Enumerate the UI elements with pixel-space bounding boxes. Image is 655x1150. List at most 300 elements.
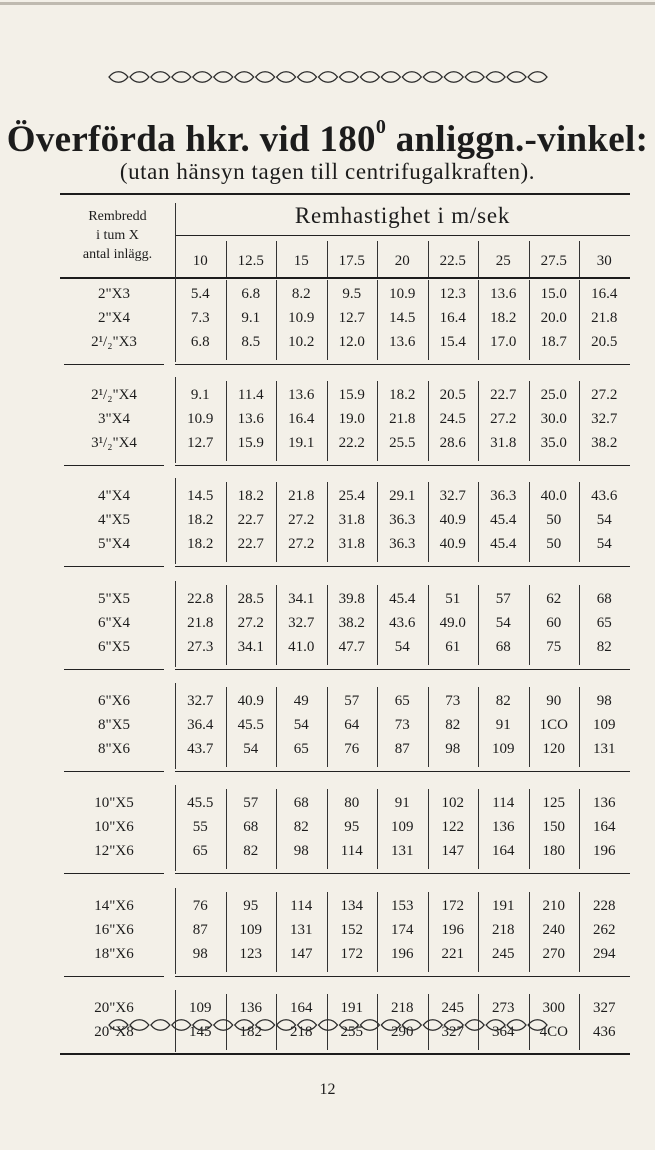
table-cell: 109 (593, 717, 616, 733)
table-cell: 136 (492, 819, 515, 835)
table-cell: 5.4 (190, 286, 210, 302)
speed-header: 25 (495, 253, 511, 269)
table-cell: 11.4 (237, 387, 264, 403)
table-cell: 21.8 (389, 411, 416, 427)
group-separator (175, 976, 630, 977)
table-cell: 131 (593, 741, 616, 757)
column-divider (529, 482, 530, 562)
table-cell: 62 (546, 591, 562, 607)
table-cell: 245 (492, 946, 515, 962)
row-label-divider (175, 581, 176, 667)
table-cell: 147 (290, 946, 313, 962)
column-divider (226, 789, 227, 869)
table-cell: 65 (394, 693, 410, 709)
column-divider (428, 482, 429, 562)
column-divider (579, 280, 580, 360)
header-left-divider (175, 203, 176, 277)
table-cell: 102 (441, 795, 464, 811)
row-label: 4"X4 (98, 488, 130, 504)
table-cell: 191 (340, 1000, 363, 1016)
table-cell: 109 (391, 819, 414, 835)
column-divider (226, 892, 227, 972)
column-divider (529, 789, 530, 869)
table-cell: 27.2 (288, 536, 315, 552)
row-label: 6"X5 (98, 639, 130, 655)
table-cell: 136 (239, 1000, 262, 1016)
row-label: 3"X4 (98, 411, 130, 427)
row-label: 8"X6 (98, 741, 130, 757)
table-cell: 73 (445, 693, 461, 709)
header-bottom-rule (60, 277, 630, 279)
table-cell: 22.7 (237, 512, 264, 528)
row-label: 8"X5 (98, 717, 130, 733)
table-cell: 123 (239, 946, 262, 962)
table-cell: 1CO (539, 717, 568, 733)
table-cell: 87 (192, 922, 208, 938)
group-separator (175, 669, 630, 670)
ornament-loop (130, 1020, 149, 1031)
table-cell: 22.7 (490, 387, 517, 403)
table-cell: 36.3 (389, 512, 416, 528)
row-label-divider (175, 888, 176, 974)
table-cell: 45.4 (490, 512, 517, 528)
column-divider (579, 585, 580, 665)
column-divider (579, 687, 580, 767)
table-cell: 327 (593, 1000, 616, 1016)
table-cell: 150 (542, 819, 565, 835)
ornament-loop (172, 72, 191, 83)
table-cell: 13.6 (389, 334, 416, 350)
ornament-loop (423, 72, 442, 83)
table-cell: 32.7 (288, 615, 315, 631)
table-cell: 98 (293, 843, 309, 859)
ornament-loop (298, 1020, 317, 1031)
table-cell: 43.6 (389, 615, 416, 631)
column-divider (478, 280, 479, 360)
table-top-rule (60, 193, 630, 195)
table-cell: 54 (243, 741, 259, 757)
ornament-loop (381, 1020, 400, 1031)
table-cell: 54 (596, 512, 612, 528)
row-label-divider (175, 377, 176, 463)
ornament-loop (528, 72, 547, 83)
table-cell: 40.9 (237, 693, 264, 709)
column-divider (276, 381, 277, 461)
table-cell: 34.1 (237, 639, 264, 655)
ornament-loop (298, 72, 317, 83)
table-cell: 40.0 (540, 488, 567, 504)
table-cell: 24.5 (439, 411, 466, 427)
table-cell: 436 (593, 1024, 616, 1040)
page-title (0, 118, 655, 161)
ornament-loop (465, 1020, 484, 1031)
column-divider (377, 892, 378, 972)
column-divider (377, 789, 378, 869)
column-divider (478, 892, 479, 972)
table-cell: 49 (293, 693, 309, 709)
ornament-loop (360, 72, 379, 83)
table-cell: 172 (441, 898, 464, 914)
table-cell: 12.3 (439, 286, 466, 302)
page-number: 12 (319, 1081, 336, 1098)
column-divider (377, 381, 378, 461)
ornament-loop (339, 72, 358, 83)
column-divider (327, 789, 328, 869)
table-cell: 21.8 (591, 310, 618, 326)
table-cell: 90 (546, 693, 562, 709)
column-divider (276, 789, 277, 869)
table-cell: 91 (495, 717, 511, 733)
table-cell: 13.6 (237, 411, 264, 427)
table-cell: 240 (542, 922, 565, 938)
ornament-loop (402, 72, 421, 83)
group-separator (175, 566, 630, 567)
table-cell: 10.9 (389, 286, 416, 302)
table-cell: 245 (441, 1000, 464, 1016)
column-divider (428, 687, 429, 767)
table-cell: 7.3 (190, 310, 210, 326)
ornament-loop (465, 72, 484, 83)
table-cell: 15.9 (237, 435, 264, 451)
column-divider (276, 585, 277, 665)
table-cell: 6.8 (190, 334, 210, 350)
column-divider (327, 381, 328, 461)
table-cell: 114 (290, 898, 313, 914)
table-cell: 19.0 (338, 411, 365, 427)
table-cell: 152 (340, 922, 363, 938)
table-cell: 134 (340, 898, 363, 914)
group-separator (175, 364, 630, 365)
ornament-loop (130, 72, 149, 83)
table-cell: 8.5 (241, 334, 261, 350)
column-divider (327, 892, 328, 972)
table-cell: 45.4 (490, 536, 517, 552)
column-divider (478, 482, 479, 562)
column-divider (478, 585, 479, 665)
table-cell: 54 (293, 717, 309, 733)
table-bottom-rule (60, 1053, 630, 1055)
table-cell: 98 (596, 693, 612, 709)
column-divider (529, 892, 530, 972)
speed-header: 17.5 (338, 253, 365, 269)
column-divider (327, 585, 328, 665)
table-cell: 25.0 (540, 387, 567, 403)
table-cell: 21.8 (288, 488, 315, 504)
table-cell: 40.9 (439, 512, 466, 528)
ornament-loop (402, 1020, 421, 1031)
table-cell: 4CO (539, 1024, 568, 1040)
row-label: 2¹/₂"X3 (91, 334, 137, 350)
table-cell: 18.7 (540, 334, 567, 350)
table-cell: 145 (189, 1024, 212, 1040)
group-separator-label (64, 976, 164, 977)
table-cell: 38.2 (338, 615, 365, 631)
column-divider (579, 892, 580, 972)
column-divider (579, 482, 580, 562)
table-cell: 54 (495, 615, 511, 631)
speed-header: 12.5 (237, 253, 264, 269)
table-cell: 82 (293, 819, 309, 835)
table-cell: 12.7 (187, 435, 214, 451)
row-label-divider (175, 478, 176, 564)
table-cell: 47.7 (338, 639, 365, 655)
header-column-divider (428, 241, 429, 277)
header-column-divider (327, 241, 328, 277)
row-label: 12"X6 (94, 843, 134, 859)
header-left-line: Rembredd (88, 209, 147, 224)
table-cell: 65 (192, 843, 208, 859)
column-divider (428, 789, 429, 869)
row-label: 2¹/₂"X4 (91, 387, 137, 403)
header-column-divider (377, 241, 378, 277)
table-cell: 16.4 (591, 286, 618, 302)
column-divider (226, 687, 227, 767)
column-divider (579, 994, 580, 1050)
column-divider (377, 687, 378, 767)
table-cell: 22.2 (338, 435, 365, 451)
title-degree: 0 (375, 116, 387, 138)
table-cell: 9.1 (190, 387, 210, 403)
header-column-divider (529, 241, 530, 277)
table-cell: 36.3 (389, 536, 416, 552)
table-cell: 98 (192, 946, 208, 962)
belt-power-table (60, 193, 630, 1040)
ornament-loop (319, 1020, 338, 1031)
table-cell: 50 (546, 536, 562, 552)
table-cell: 20.5 (439, 387, 466, 403)
table-cell: 95 (243, 898, 259, 914)
table-cell: 6.8 (241, 286, 261, 302)
table-cell: 68 (495, 639, 511, 655)
table-cell: 13.6 (288, 387, 315, 403)
ornament-loop (214, 72, 233, 83)
table-cell: 50 (546, 512, 562, 528)
table-cell: 98 (445, 741, 461, 757)
table-cell: 68 (293, 795, 309, 811)
group-separator (175, 465, 630, 466)
ornament-loop (256, 1020, 275, 1031)
column-divider (529, 381, 530, 461)
table-cell: 51 (445, 591, 461, 607)
table-cell: 45.5 (187, 795, 214, 811)
group-separator-label (64, 364, 164, 365)
table-cell: 273 (492, 1000, 515, 1016)
header-column-divider (226, 241, 227, 277)
column-divider (579, 381, 580, 461)
table-cell: 82 (495, 693, 511, 709)
ornament-loop (235, 1020, 254, 1031)
table-cell: 76 (192, 898, 208, 914)
row-label-divider (175, 683, 176, 769)
ornament-loop (109, 72, 128, 83)
table-cell: 18.2 (389, 387, 416, 403)
table-cell: 10.9 (288, 310, 315, 326)
table-cell: 36.3 (490, 488, 517, 504)
table-cell: 18.2 (237, 488, 264, 504)
column-divider (478, 789, 479, 869)
table-cell: 61 (445, 639, 461, 655)
row-label: 6"X4 (98, 615, 130, 631)
ornament-loop (172, 1020, 191, 1031)
row-label-divider (175, 785, 176, 871)
ornament-loop (151, 72, 170, 83)
top-edge-rule (0, 2, 655, 5)
row-label: 6"X6 (98, 693, 130, 709)
row-label: 16"X6 (94, 922, 134, 938)
row-label: 10"X6 (94, 819, 134, 835)
table-cell: 125 (542, 795, 565, 811)
table-cell: 22.8 (187, 591, 214, 607)
table-cell: 80 (344, 795, 360, 811)
column-divider (428, 280, 429, 360)
group-separator-label (64, 873, 164, 874)
table-cell: 57 (243, 795, 259, 811)
table-cell: 21.8 (187, 615, 214, 631)
table-cell: 228 (593, 898, 616, 914)
table-cell: 64 (344, 717, 360, 733)
column-divider (327, 280, 328, 360)
column-divider (529, 585, 530, 665)
header-column-divider (579, 241, 580, 277)
table-cell: 54 (596, 536, 612, 552)
title-main: Överförda hkr. vid 180 (6, 119, 376, 160)
ornament-loop (444, 1020, 463, 1031)
table-cell: 31.8 (338, 512, 365, 528)
column-divider (377, 482, 378, 562)
ornament-loop (423, 1020, 442, 1031)
column-divider (478, 687, 479, 767)
column-divider (327, 687, 328, 767)
table-cell: 17.0 (490, 334, 517, 350)
column-divider (529, 687, 530, 767)
group-separator-label (64, 566, 164, 567)
table-cell: 41.0 (288, 639, 315, 655)
table-cell: 60 (546, 615, 562, 631)
table-cell: 43.6 (591, 488, 618, 504)
table-cell: 27.3 (187, 639, 214, 655)
column-divider (377, 585, 378, 665)
table-cell: 218 (492, 922, 515, 938)
table-cell: 82 (596, 639, 612, 655)
table-cell: 57 (495, 591, 511, 607)
row-label: 3¹/₂"X4 (91, 435, 137, 451)
table-cell: 221 (441, 946, 464, 962)
table-cell: 122 (441, 819, 464, 835)
table-cell: 45.5 (237, 717, 264, 733)
title-rest: anliggn.-vinkel: (386, 119, 649, 160)
column-divider (478, 381, 479, 461)
table-cell: 19.1 (288, 435, 315, 451)
table-cell: 40.9 (439, 536, 466, 552)
row-label: 20"X6 (94, 1000, 134, 1016)
table-cell: 32.7 (187, 693, 214, 709)
column-divider (276, 687, 277, 767)
table-cell: 109 (492, 741, 515, 757)
table-cell: 55 (192, 819, 208, 835)
table-cell: 109 (239, 922, 262, 938)
column-divider (226, 585, 227, 665)
table-cell: 28.6 (439, 435, 466, 451)
header-column-divider (478, 241, 479, 277)
column-divider (428, 585, 429, 665)
table-cell: 364 (492, 1024, 515, 1040)
table-cell: 210 (542, 898, 565, 914)
row-label: 14"X6 (94, 898, 134, 914)
speed-header: 22.5 (439, 253, 466, 269)
table-cell: 49.0 (439, 615, 466, 631)
ornament-loop (339, 1020, 358, 1031)
ornament-loop (319, 72, 338, 83)
table-cell: 54 (394, 639, 410, 655)
group-separator-label (64, 465, 164, 466)
header-caption-rule (175, 235, 630, 236)
table-cell: 15.0 (540, 286, 567, 302)
row-label: 10"X5 (94, 795, 134, 811)
ornament-loop (444, 72, 463, 83)
table-cell: 15.9 (338, 387, 365, 403)
table-cell: 136 (593, 795, 616, 811)
table-cell: 153 (391, 898, 414, 914)
table-cell: 172 (340, 946, 363, 962)
table-cell: 27.2 (237, 615, 264, 631)
table-cell: 196 (441, 922, 464, 938)
table-cell: 36.4 (187, 717, 214, 733)
page-subtitle: (utan hänsyn tagen till centrifugalkraften). (119, 159, 536, 184)
table-cell: 27.2 (288, 512, 315, 528)
table-cell: 35.0 (540, 435, 567, 451)
table-cell: 262 (593, 922, 616, 938)
table-cell: 38.2 (591, 435, 618, 451)
table-cell: 30.0 (540, 411, 567, 427)
table-cell: 16.4 (288, 411, 315, 427)
table-cell: 114 (492, 795, 515, 811)
table-cell: 109 (189, 1000, 212, 1016)
column-divider (226, 280, 227, 360)
table-cell: 290 (391, 1024, 414, 1040)
row-label-divider (175, 276, 176, 362)
group-separator-label (64, 669, 164, 670)
table-cell: 12.7 (338, 310, 365, 326)
table-cell: 164 (492, 843, 515, 859)
column-divider (428, 381, 429, 461)
row-label: 2"X4 (98, 310, 130, 326)
row-label: 5"X5 (98, 591, 130, 607)
table-cell: 12.0 (338, 334, 365, 350)
table-cell: 39.8 (338, 591, 365, 607)
table-cell: 34.1 (288, 591, 315, 607)
table-cell: 20.5 (591, 334, 618, 350)
table-cell: 29.1 (389, 488, 416, 504)
column-divider (276, 482, 277, 562)
table-cell: 114 (340, 843, 363, 859)
speed-header: 30 (596, 253, 612, 269)
column-divider (276, 892, 277, 972)
ornament-loop (109, 1020, 128, 1031)
table-cell: 68 (596, 591, 612, 607)
speed-header: 10 (192, 253, 208, 269)
table-cell: 32.7 (591, 411, 618, 427)
table-cell: 300 (542, 1000, 565, 1016)
table-cell: 18.2 (187, 536, 214, 552)
header-speed-caption: Remhastighet i m/sek (294, 203, 511, 228)
column-divider (327, 482, 328, 562)
table-cell: 43.7 (187, 741, 214, 757)
table-cell: 10.2 (288, 334, 315, 350)
table-cell: 147 (441, 843, 464, 859)
table-cell: 18.2 (490, 310, 517, 326)
table-cell: 28.5 (237, 591, 264, 607)
group-separator (175, 771, 630, 772)
